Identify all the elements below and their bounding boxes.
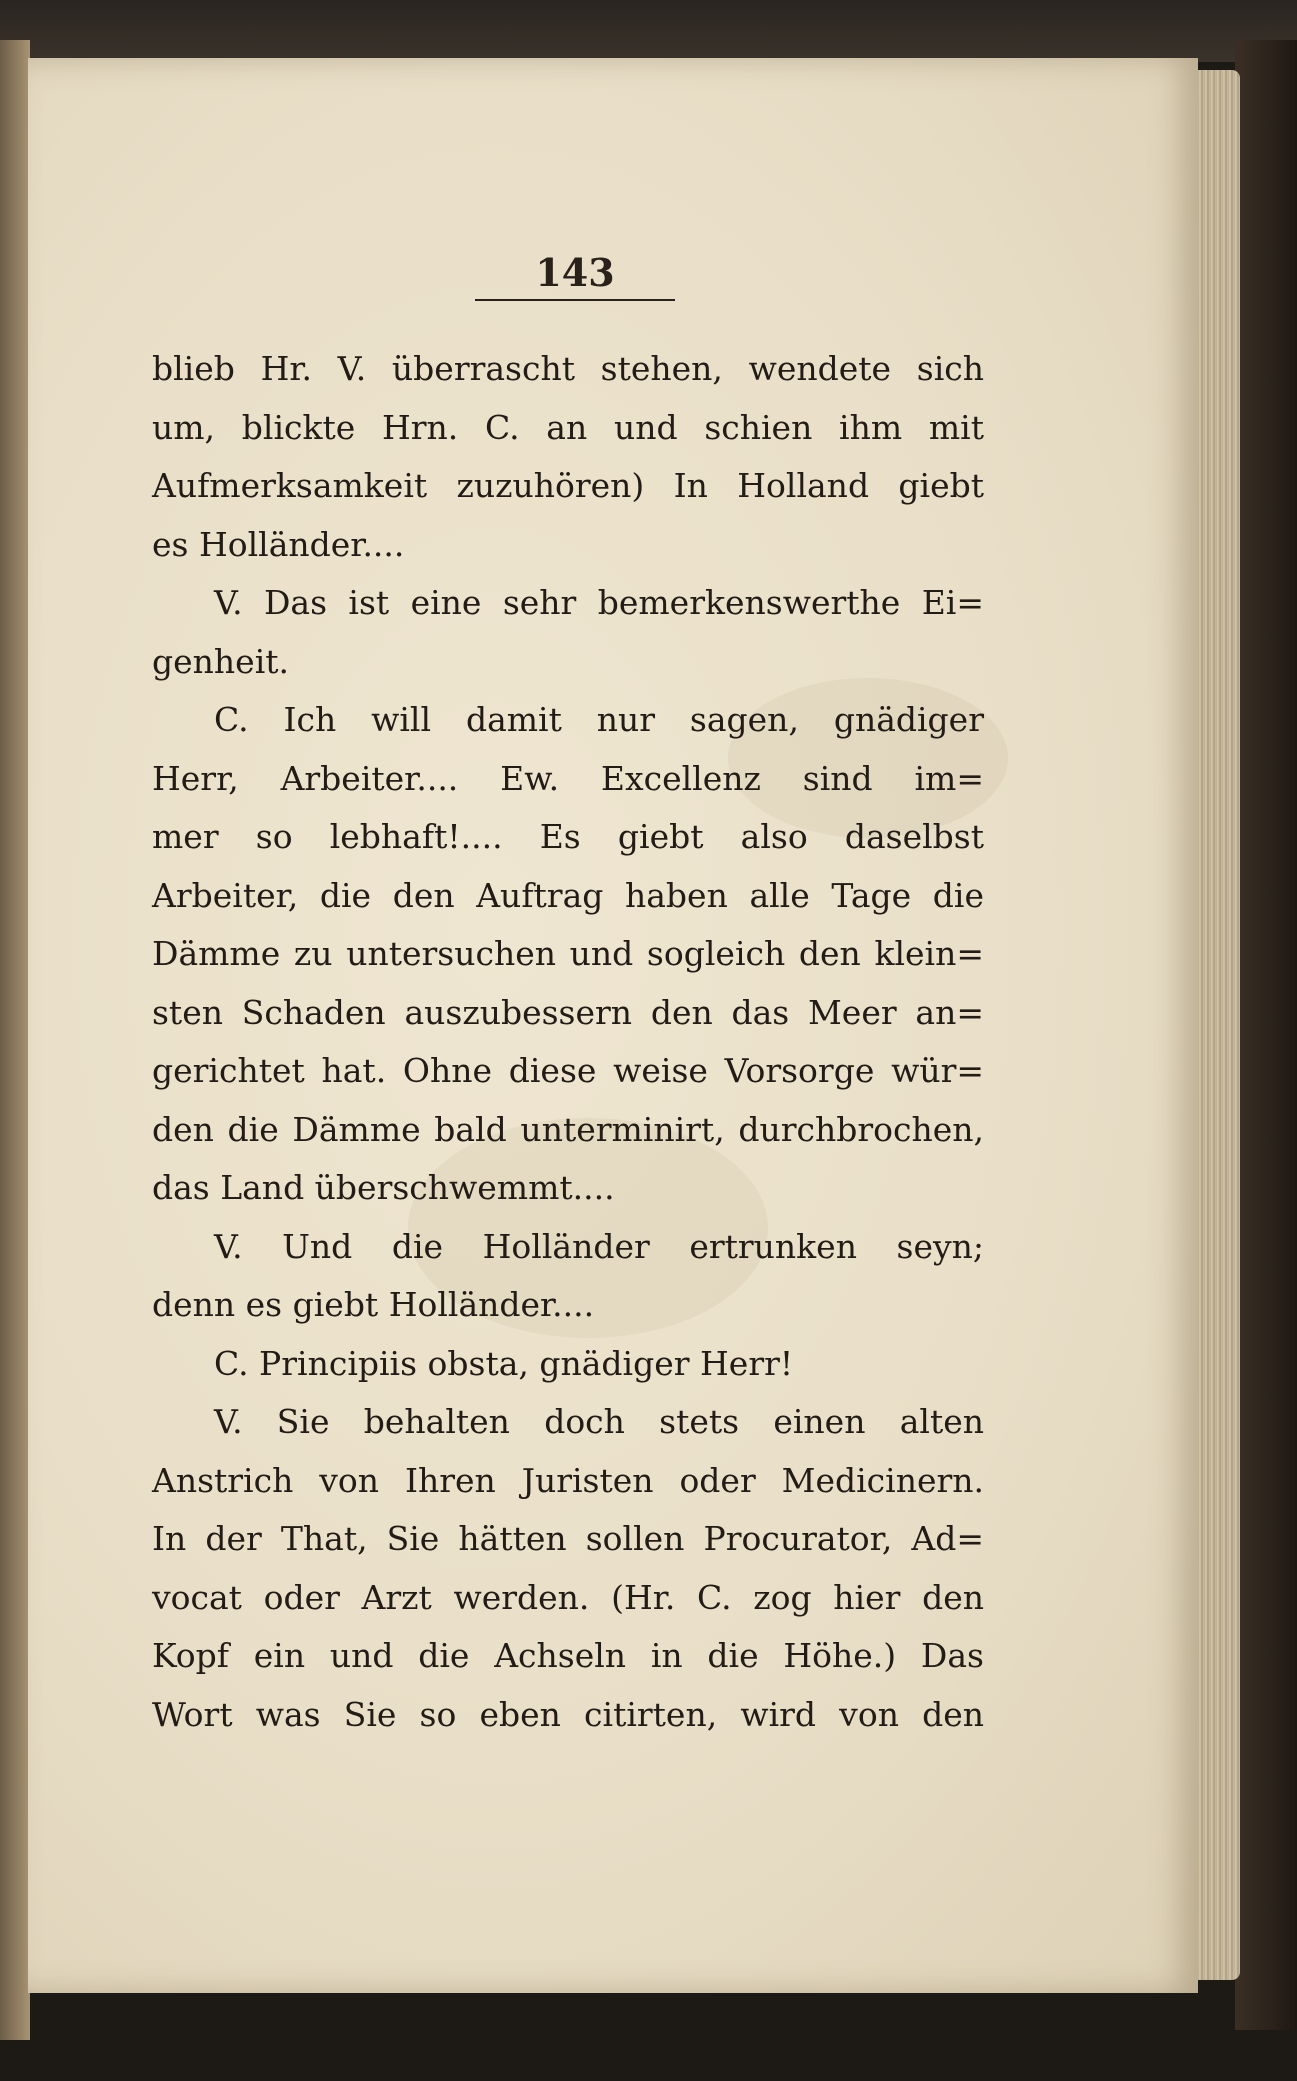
text-line: Anstrich von Ihren Juristen oder Medicinern. — [152, 1460, 984, 1500]
page-body-text — [152, 340, 984, 1744]
text-line: V. Und die Holländer ertrunken seyn; — [214, 1226, 984, 1266]
page-number: 143 — [535, 250, 615, 295]
text-line: In der That, Sie hätten sollen Procurator, Ad= — [152, 1519, 984, 1558]
text-line: Herr, Arbeiter.... Ew. Excellenz sind im= — [152, 758, 984, 798]
text-line: C. Principiis obsta, gnädiger Herr! — [214, 1343, 794, 1383]
book-cover-right — [1235, 40, 1297, 2030]
text-line: Arbeiter, die den Auftrag haben alle Tage die — [152, 875, 984, 915]
text-line: gerichtet hat. Ohne diese weise Vorsorge wür= — [152, 1051, 984, 1090]
text-line: Wort was Sie so eben citirten, wird von den — [152, 1694, 984, 1734]
text-line: blieb Hr. V. überrascht stehen, wendete sich — [152, 349, 984, 388]
text-line: den die Dämme bald unterminirt, durchbrochen, — [152, 1109, 984, 1149]
text-line: Kopf ein und die Achseln in die Höhe.) Das — [152, 1636, 984, 1675]
text-line: sten Schaden auszubessern den das Meer an= — [152, 992, 984, 1032]
page-header — [470, 250, 680, 301]
header-rule — [475, 299, 675, 301]
text-line: V. Das ist eine sehr bemerkenswerthe Ei= — [214, 583, 984, 622]
text-line: C. Ich will damit nur sagen, gnädiger — [214, 700, 984, 739]
book-cover-left-edge — [0, 40, 30, 2040]
text-line: mer so lebhaft!.... Es giebt also daselbst — [152, 817, 984, 856]
text-line: denn es giebt Holländer.... — [152, 1285, 595, 1324]
book-binding-top — [0, 0, 1297, 62]
text-line: V. Sie behalten doch stets einen alten — [214, 1402, 984, 1441]
text-line: das Land überschwemmt.... — [152, 1168, 615, 1207]
text-line: Aufmerksamkeit zuzuhören) In Holland giebt — [152, 466, 984, 505]
text-line: um, blickte Hrn. C. an und schien ihm mit — [152, 407, 984, 447]
text-line: es Holländer.... — [152, 524, 405, 564]
text-line: Dämme zu untersuchen und sogleich den klein= — [152, 934, 984, 973]
text-line: vocat oder Arzt werden. (Hr. C. zog hier den — [152, 1577, 984, 1617]
text-line: genheit. — [152, 641, 289, 681]
